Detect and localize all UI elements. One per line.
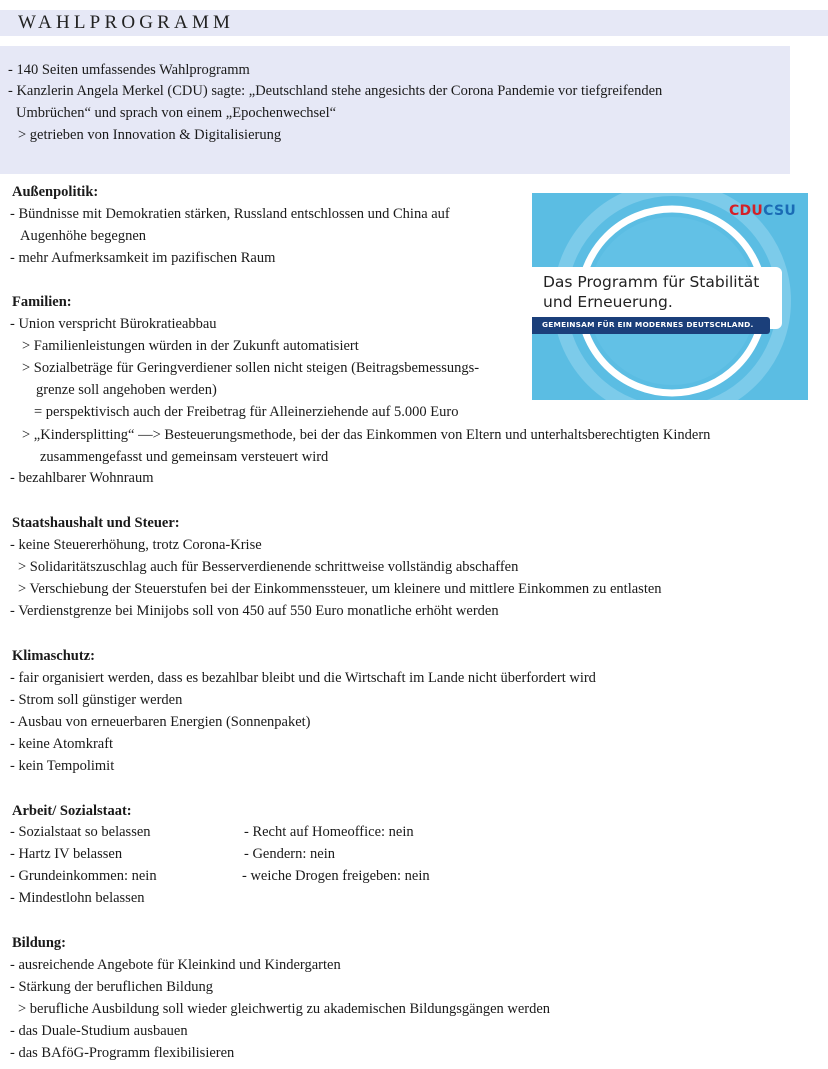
section-heading-arbeit: Arbeit/ Sozialstaat:: [12, 803, 132, 819]
list-item: - Gendern: nein: [244, 846, 335, 862]
list-item: - Grundeinkommen: nein: [10, 868, 157, 884]
list-item: - bezahlbarer Wohnraum: [10, 470, 154, 486]
list-item: - kein Tempolimit: [10, 758, 115, 774]
intro-line: - 140 Seiten umfassendes Wahlprogramm: [8, 62, 250, 78]
section-heading-aussenpolitik: Außenpolitik:: [12, 184, 99, 200]
list-item: - mehr Aufmerksamkeit im pazifischen Raum: [10, 250, 276, 266]
list-item: - das Duale-Studium ausbauen: [10, 1023, 188, 1039]
list-item: - keine Atomkraft: [10, 736, 114, 752]
list-item: = perspektivisch auch der Freibetrag für Alleinerziehende auf 5.000 Euro: [34, 404, 459, 420]
list-item: > Familienleistungen würden in der Zukunft automatisiert: [22, 338, 359, 354]
intro-line: - Kanzlerin Angela Merkel (CDU) sagte: „Deutschland stehe angesichts der Corona Pandemie vor tiefgreifenden: [8, 83, 663, 99]
list-item: - Hartz IV belassen: [10, 846, 123, 862]
section-heading-bildung: Bildung:: [12, 935, 66, 951]
intro-line: > getrieben von Innovation & Digitalisierung: [18, 127, 282, 143]
list-item: - Recht auf Homeoffice: nein: [244, 824, 414, 840]
section-heading-familien: Familien:: [12, 294, 72, 310]
cdu-csu-logo: [729, 203, 796, 219]
list-item: - Stärkung der beruflichen Bildung: [10, 979, 213, 995]
section-heading-staatshaushalt: Staatshaushalt und Steuer:: [12, 515, 180, 531]
list-item: - keine Steuererhöhung, trotz Corona-Krise: [10, 537, 262, 553]
section-heading-klimaschutz: Klimaschutz:: [12, 648, 95, 664]
list-item: > Sozialbeträge für Geringverdiener sollen nicht steigen (Beitragsbemessungs-: [22, 360, 480, 376]
cdu-logo-text: CDU: [728, 203, 764, 219]
banner-tagline-strip: [532, 317, 770, 334]
list-item: Augenhöhe begegnen: [20, 228, 147, 244]
list-item: grenze soll angehoben werden): [36, 382, 217, 398]
banner-headline-line-2: und Erneuerung.: [543, 293, 673, 311]
list-item: - fair organisiert werden, dass es bezahlbar bleibt und die Wirtschaft im Lande nicht überfordert wird: [10, 670, 596, 686]
intro-line: Umbrüchen“ und sprach von einem „Epochenwechsel“: [16, 105, 337, 121]
list-item: - ausreichende Angebote für Kleinkind und Kindergarten: [10, 957, 341, 973]
list-item: > Verschiebung der Steuerstufen bei der Einkommenssteuer, um kleinere und mittlere Einkommen zu entlasten: [18, 581, 662, 597]
cdu-csu-program-banner: [532, 193, 808, 400]
list-item: > „Kindersplitting“ —> Besteuerungsmethode, bei der das Einkommen von Eltern und unterhaltsberechtigten Kindern: [22, 427, 711, 443]
list-item: - das BAföG-Programm flexibilisieren: [10, 1045, 235, 1061]
list-item: zusammengefasst und gemeinsam versteuert wird: [40, 449, 329, 465]
list-item: - Union verspricht Bürokratieabbau: [10, 316, 217, 332]
list-item: - Verdienstgrenze bei Minijobs soll von 450 auf 550 Euro monatliche erhöht werden: [10, 603, 499, 619]
list-item: - Sozialstaat so belassen: [10, 824, 151, 840]
list-item: - weiche Drogen freigeben: nein: [242, 868, 430, 884]
banner-headline-line-1: Das Programm für Stabilität: [543, 273, 760, 291]
page-title: WAHLPROGRAMM: [18, 12, 235, 33]
list-item: > berufliche Ausbildung soll wieder gleichwertig zu akademischen Bildungsgängen werden: [18, 1001, 551, 1017]
csu-logo-text: CSU: [763, 203, 796, 219]
list-item: - Bündnisse mit Demokratien stärken, Russland entschlossen und China auf: [10, 206, 450, 222]
list-item: > Solidaritätszuschlag auch für Besserverdienende schrittweise vollständig abschaffen: [18, 559, 519, 575]
banner-tagline: GEMEINSAM FÜR EIN MODERNES DEUTSCHLAND.: [542, 320, 754, 329]
list-item: - Ausbau von erneuerbaren Energien (Sonnenpaket): [10, 714, 311, 730]
list-item: - Strom soll günstiger werden: [10, 692, 183, 708]
title-bar: [0, 10, 828, 36]
list-item: - Mindestlohn belassen: [10, 890, 145, 906]
